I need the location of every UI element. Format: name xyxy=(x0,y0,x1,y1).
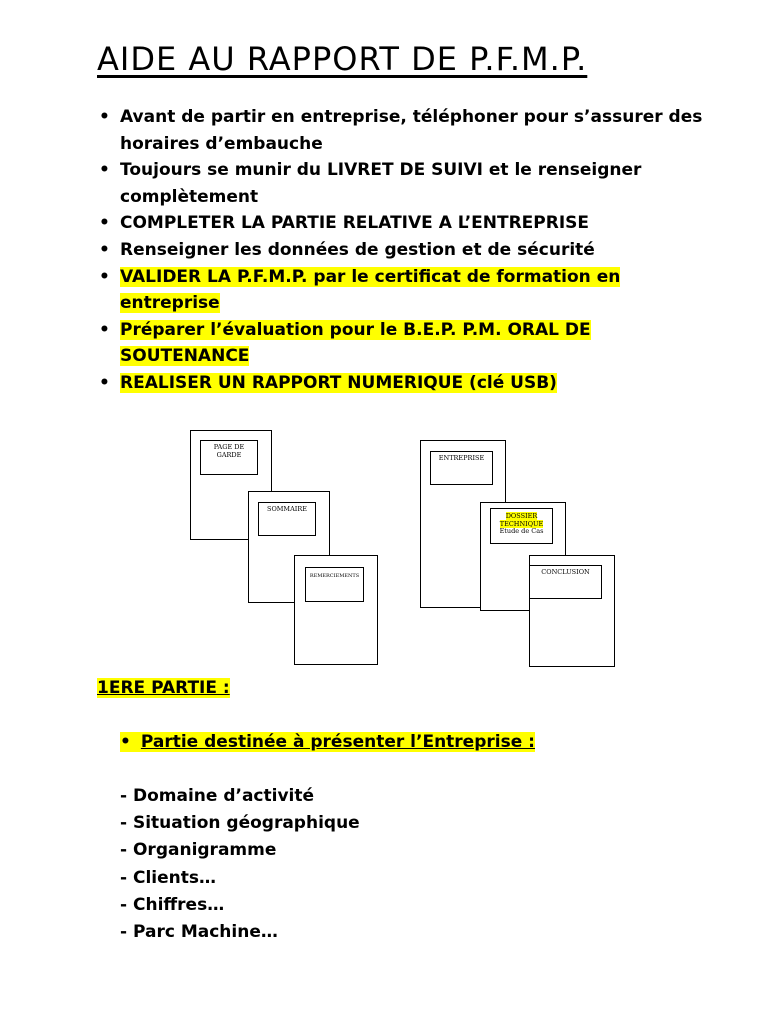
instruction-item-highlighted xyxy=(97,317,707,370)
instruction-text: COMPLETER LA PARTIE RELATIVE A L’ENTREPRISE xyxy=(120,213,590,234)
page-title: AIDE AU RAPPORT DE P.F.M.P. xyxy=(97,40,588,78)
section-sub-heading xyxy=(120,732,535,752)
instruction-list xyxy=(97,104,707,397)
instruction-item xyxy=(97,104,707,157)
instruction-text: REALISER UN RAPPORT NUMERIQUE (clé USB) xyxy=(120,372,557,393)
instruction-item xyxy=(97,237,707,264)
bullet-icon: • xyxy=(120,732,131,752)
label-conclusion: CONCLUSION xyxy=(529,565,602,599)
instruction-item xyxy=(97,157,707,210)
label-remerciements: REMERCIEMENTS xyxy=(305,567,364,602)
label-entreprise: ENTREPRISE xyxy=(430,451,493,485)
dossier-technique-highlight: DOSSIER TECHNIQUE xyxy=(499,512,544,528)
instruction-text: Préparer l’évaluation pour le B.E.P. P.M. ORAL DE SOUTENANCE xyxy=(120,319,591,367)
sub-heading-text: Partie destinée à présenter l’Entreprise : xyxy=(140,732,535,752)
list-item: - Domaine d’activité xyxy=(120,783,360,810)
sub-heading-highlight xyxy=(120,732,535,752)
list-item: - Organigramme xyxy=(120,837,360,864)
instruction-text: Avant de partir en entreprise, téléphoner pour s’assurer des horaires d’embauche xyxy=(120,107,703,154)
instruction-text: Toujours se munir du LIVRET DE SUIVI et le renseigner complètement xyxy=(120,160,642,207)
list-item: - Clients… xyxy=(120,865,360,892)
instruction-item xyxy=(97,210,707,237)
section-heading xyxy=(97,678,230,698)
list-item: - Parc Machine… xyxy=(120,919,360,946)
list-item: - Situation géographique xyxy=(120,810,360,837)
label-dossier-technique xyxy=(490,508,553,544)
instruction-text: VALIDER LA P.F.M.P. par le certificat de formation en entreprise xyxy=(120,266,621,314)
etude-de-cas-label: Etude de Cas xyxy=(499,527,544,535)
instruction-item-highlighted xyxy=(97,370,707,397)
section-heading-text: 1ERE PARTIE : xyxy=(97,678,230,698)
company-topics-list xyxy=(120,783,360,946)
list-item: - Chiffres… xyxy=(120,892,360,919)
instruction-text: Renseigner les données de gestion et de sécurité xyxy=(120,239,595,260)
label-page-de-garde: PAGE DE GARDE xyxy=(200,440,258,475)
instruction-item-highlighted xyxy=(97,264,707,317)
label-sommaire: SOMMAIRE xyxy=(258,502,316,536)
